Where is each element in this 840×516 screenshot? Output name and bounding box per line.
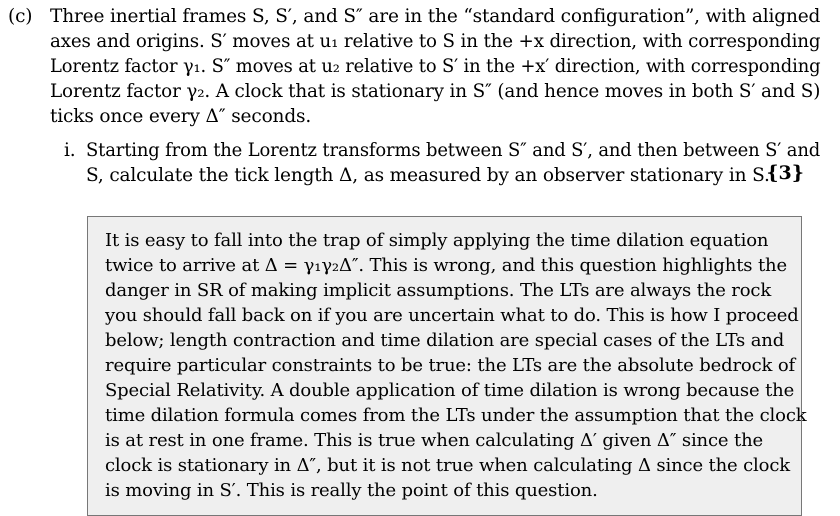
marks-badge: {3} [766,162,804,184]
part-label: i. [64,140,76,161]
question-line-3: Lorentz factor γ₁. S″ moves at u₂ relative to S′ in the +x′ direction, with corresponding [50,56,821,77]
answer-line-4: you should fall back on if you are uncertain what to do. This is how I proceed [105,305,799,326]
question-line-4: Lorentz factor γ₂. A clock that is stationary in S″ (and hence moves in both S′ and S) [50,81,821,102]
question-line-2: axes and origins. S′ moves at u₁ relative to S in the +x direction, with corresponding [50,31,821,52]
part-line-2: S, calculate the tick length Δ, as measured by an observer stationary in S. [86,165,770,186]
answer-line-10: clock is stationary in Δ″, but it is not true when calculating Δ since the clock [105,455,791,476]
answer-line-11: is moving in S′. This is really the point of this question. [105,480,598,501]
question-label: (c) [8,6,33,27]
question-line-5: ticks once every Δ″ seconds. [50,106,312,127]
question-line-1: Three inertial frames S, S′, and S″ are in the “standard configuration”, with aligned [50,6,821,27]
answer-line-3: danger in SR of making implicit assumptions. The LTs are always the rock [105,280,772,301]
answer-line-9: is at rest in one frame. This is true when calculating Δ′ given Δ″ since the [105,430,764,451]
answer-line-8: time dilation formula comes from the LTs under the assumption that the clock [105,405,807,426]
answer-line-2: twice to arrive at Δ = γ₁γ₂Δ″. This is wrong, and this question highlights the [105,255,787,276]
answer-line-6: require particular constraints to be true: the LTs are the absolute bedrock of [105,355,796,376]
answer-line-1: It is easy to fall into the trap of simply applying the time dilation equation [105,230,769,251]
answer-line-5: below; length contraction and time dilation are special cases of the LTs and [105,330,785,351]
answer-line-7: Special Relativity. A double application of time dilation is wrong because the [105,380,795,401]
part-line-1: Starting from the Lorentz transforms between S″ and S′, and then between S′ and [86,140,821,161]
